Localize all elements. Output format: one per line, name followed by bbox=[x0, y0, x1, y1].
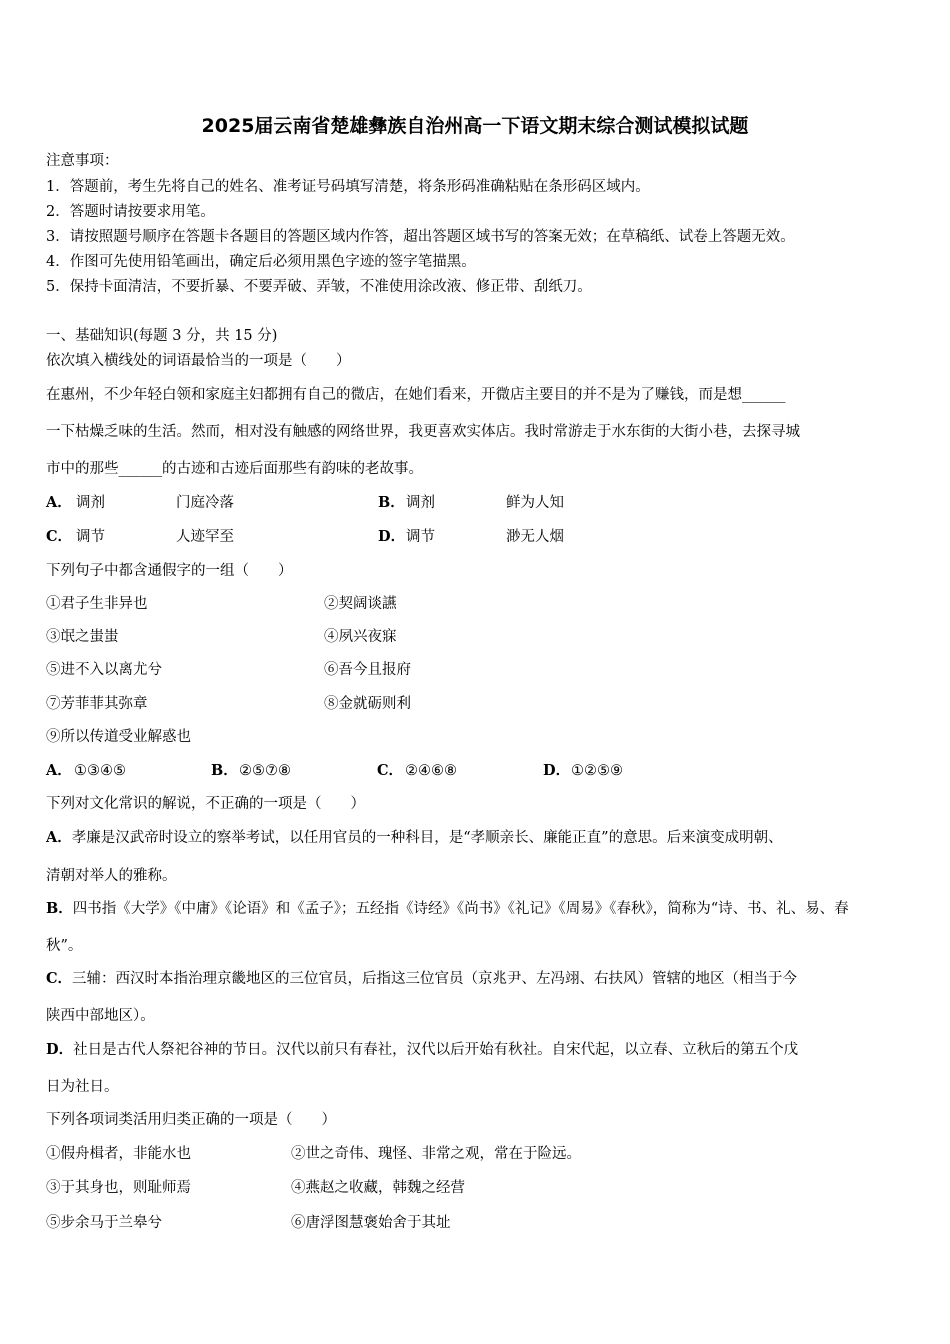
option-text: ①③④⑤ bbox=[74, 763, 126, 779]
list-item: ③于其身也，则耻师焉 bbox=[46, 1180, 191, 1196]
list-item: ⑤进不入以离尤兮 bbox=[46, 662, 162, 678]
option-d bbox=[46, 1040, 798, 1060]
list-item: ②世之奇伟、瑰怪、非常之观，常在于险远。 bbox=[291, 1146, 581, 1162]
option-word: 调剂 bbox=[76, 495, 105, 511]
option-letter: B． bbox=[46, 900, 73, 917]
option-a bbox=[46, 828, 783, 848]
passage-line: 一下枯燥乏味的生活。然而，相对没有触感的网络世界，我更喜欢实体店。我时常游走于水东街的大街小巷，去探寻城 bbox=[46, 424, 800, 440]
notice-item: 5．保持卡面清洁，不要折暴、不要弄破、弄皱，不准使用涂改液、修正带、刮纸刀。 bbox=[46, 279, 592, 295]
option-letter: B． bbox=[211, 762, 238, 779]
passage-line: 市中的那些______的古迹和古迹后面那些有韵味的老故事。 bbox=[46, 461, 423, 477]
option-letter: C． bbox=[46, 970, 73, 987]
option-letter: B． bbox=[378, 494, 405, 511]
option-word: 门庭冷落 bbox=[176, 495, 234, 511]
option-word: 调节 bbox=[406, 529, 435, 545]
option-letter: A． bbox=[46, 829, 72, 846]
list-item: ④燕赵之收藏，韩魏之经营 bbox=[291, 1180, 465, 1196]
notice-item: 2．答题时请按要求用笔。 bbox=[46, 204, 215, 220]
list-item: ①君子生非异也 bbox=[46, 596, 148, 612]
option-letter: A． bbox=[46, 494, 72, 511]
notice-item: 3．请按照题号顺序在答题卡各题目的答题区域内作答，超出答题区域书写的答案无效；在草稿纸、试卷上答题无效。 bbox=[46, 229, 795, 245]
option-text-cont: 秋”。 bbox=[46, 938, 83, 954]
option-letter: D． bbox=[46, 1041, 74, 1058]
option-letter: C． bbox=[377, 762, 404, 779]
list-item: ⑥唐浮图慧褒始舍于其址 bbox=[291, 1215, 451, 1231]
option-text-cont: 日为社日。 bbox=[46, 1079, 119, 1095]
list-item: ⑦芳菲菲其弥章 bbox=[46, 696, 148, 712]
option-text: 三辅：西汉时本指治理京畿地区的三位官员，后指这三位官员（京兆尹、左冯翊、右扶风）管辖的地区（相当于今 bbox=[72, 971, 798, 987]
list-item: ⑧金就砺则利 bbox=[324, 696, 411, 712]
list-item: ⑨所以传道受业解惑也 bbox=[46, 729, 191, 745]
question-stem: 下列句子中都含通假字的一组（ ） bbox=[46, 563, 293, 579]
question-stem: 下列对文化常识的解说，不正确的一项是（ ） bbox=[46, 796, 365, 812]
page-title: 2025届云南省楚雄彝族自治州高一下语文期末综合测试模拟试题 bbox=[201, 115, 749, 137]
option-letter: D． bbox=[543, 762, 571, 779]
option-text: ①②⑤⑨ bbox=[571, 763, 623, 779]
option-text: 孝廉是汉武帝时设立的察举考试，以任用官员的一种科目，是“孝顺亲长、廉能正直”的意思。后来演变成明朝、 bbox=[71, 830, 783, 846]
option-c bbox=[46, 969, 797, 989]
option-word: 鲜为人知 bbox=[506, 495, 564, 511]
option-letter: D． bbox=[378, 528, 406, 545]
list-item: ②契阔谈讌 bbox=[324, 596, 397, 612]
list-item: ⑤步余马于兰皋兮 bbox=[46, 1215, 162, 1231]
option-text-cont: 陕西中部地区）。 bbox=[46, 1008, 155, 1024]
list-item: ①假舟楫者，非能水也 bbox=[46, 1146, 191, 1162]
question-stem: 依次填入横线处的词语最恰当的一项是（ ） bbox=[46, 353, 351, 369]
list-item: ③氓之蚩蚩 bbox=[46, 629, 119, 645]
option-text: ②⑤⑦⑧ bbox=[239, 763, 291, 779]
option-text-cont: 清朝对举人的雅称。 bbox=[46, 868, 177, 884]
list-item: ⑥吾今且报府 bbox=[324, 662, 411, 678]
option-text: 四书指《大学》《中庸》《论语》和《孟子》；五经指《诗经》《尚书》《礼记》《周易》《春秋》，简称为“诗、书、礼、易、春 bbox=[72, 901, 849, 917]
section-heading: 一、基础知识(每题 3 分，共 15 分) bbox=[46, 328, 278, 344]
option-word: 人迹罕至 bbox=[176, 529, 234, 545]
list-item: ④夙兴夜寐 bbox=[324, 629, 397, 645]
option-b bbox=[46, 899, 849, 919]
option-word: 调剂 bbox=[406, 495, 435, 511]
question-stem: 下列各项词类活用归类正确的一项是（ ） bbox=[46, 1112, 336, 1128]
option-letter: C． bbox=[46, 528, 73, 545]
notice-heading: 注意事项： bbox=[46, 153, 119, 169]
option-word: 渺无人烟 bbox=[506, 529, 564, 545]
option-word: 调节 bbox=[76, 529, 105, 545]
option-text: 社日是古代人祭祀谷神的节日。汉代以前只有春社，汉代以后开始有秋社。自宋代起，以立春、立秋后的第五个戊 bbox=[73, 1042, 799, 1058]
option-text: ②④⑥⑧ bbox=[405, 763, 457, 779]
notice-item: 1．答题前，考生先将自己的姓名、准考证号码填写清楚，将条形码准确粘贴在条形码区域内。 bbox=[46, 179, 650, 195]
option-letter: A． bbox=[46, 762, 72, 779]
notice-item: 4．作图可先使用铅笔画出，确定后必须用黑色字迹的签字笔描黑。 bbox=[46, 254, 476, 270]
passage-line: 在惠州，不少年轻白领和家庭主妇都拥有自己的微店，在她们看来，开微店主要目的并不是为了赚钱，而是想______ bbox=[46, 387, 786, 403]
